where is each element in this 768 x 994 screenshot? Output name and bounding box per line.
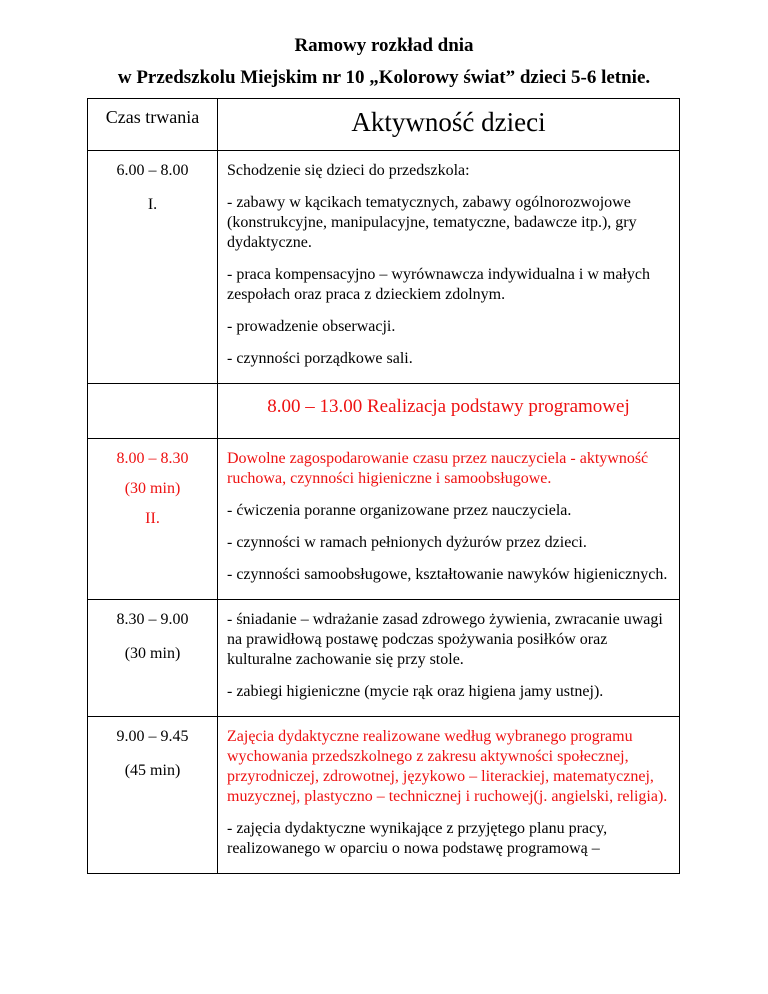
duration-label: (30 min): [124, 645, 181, 662]
time-range: 8.00 – 8.30: [116, 450, 189, 467]
empty-cell: [88, 384, 218, 439]
activity-line-highlight: Zajęcia dydaktyczne realizowane według wybranego programu wychowania przedszkolnego z zakresu aktywności społecznej, przyrodniczej, zdrowotnej, językowo – literackiej, matematycznej, muzycznej, plastyczno – technicznej i ruchowej(j. angielski, religia).: [227, 728, 668, 805]
time-cell: [88, 151, 218, 384]
period-label: I.: [147, 196, 158, 213]
core-curriculum-banner: 8.00 – 13.00 Realizacja podstawy programowej: [218, 384, 680, 439]
time-cell: [88, 717, 218, 874]
activity-line: - ćwiczenia poranne organizowane przez nauczyciela.: [227, 502, 572, 519]
activity-line: Schodzenie się dzieci do przedszkola:: [227, 162, 470, 179]
activity-line: - czynności samoobsługowe, kształtowanie nawyków higienicznych.: [227, 566, 668, 583]
time-range: 8.30 – 9.00: [116, 611, 189, 628]
table-header-row: [88, 99, 680, 151]
activity-line: - zabiegi higieniczne (mycie rąk oraz higiena jamy ustnej).: [227, 683, 604, 700]
header-time: Czas trwania: [88, 99, 218, 151]
activity-line-highlight: Dowolne zagospodarowanie czasu przez nauczyciela - aktywność ruchowa, czynności higieniczne i samoobsługowe.: [227, 450, 649, 487]
table-row: [88, 151, 680, 384]
activity-line: - prowadzenie obserwacji.: [227, 318, 396, 335]
activity-cell: [218, 151, 680, 384]
activity-line: - czynności porządkowe sali.: [227, 350, 413, 367]
schedule-table: [87, 98, 680, 874]
time-cell: [88, 439, 218, 600]
table-row: [88, 600, 680, 717]
activity-line: - zajęcia dydaktyczne wynikające z przyjętego planu pracy, realizowanego w oparciu o nowa podstawę programową –: [227, 820, 608, 857]
activity-cell: [218, 717, 680, 874]
banner-row: [88, 384, 680, 439]
document-title: Ramowy rozkład dnia: [294, 35, 474, 56]
table-row: [88, 439, 680, 600]
table-row: [88, 717, 680, 874]
time-range: 6.00 – 8.00: [116, 162, 189, 179]
activity-cell: [218, 600, 680, 717]
activity-line: - śniadanie – wdrażanie zasad zdrowego żywienia, zwracanie uwagi na prawidłową postawę podczas spożywania posiłków oraz kulturalne zachowanie się przy stole.: [227, 611, 663, 668]
duration-label: (30 min): [124, 480, 181, 497]
activity-line: - praca kompensacyjno – wyrównawcza indywidualna i w małych zespołach oraz praca z dzieckiem zdolnym.: [227, 266, 650, 303]
header-activity: Aktywność dzieci: [218, 99, 680, 151]
period-label: II.: [145, 510, 160, 527]
document-subtitle: w Przedszkolu Miejskim nr 10 „Kolorowy świat” dzieci 5-6 letnie.: [117, 67, 651, 88]
activity-cell: [218, 439, 680, 600]
duration-label: (45 min): [124, 762, 181, 779]
activity-line: - zabawy w kącikach tematycznych, zabawy ogólnorozwojowe (konstrukcyjne, manipulacyjne, tematyczne, badawcze itp.), gry dydaktyczne.: [227, 194, 637, 251]
time-range: 9.00 – 9.45: [116, 728, 189, 745]
activity-line: - czynności w ramach pełnionych dyżurów przez dzieci.: [227, 534, 587, 551]
time-cell: [88, 600, 218, 717]
